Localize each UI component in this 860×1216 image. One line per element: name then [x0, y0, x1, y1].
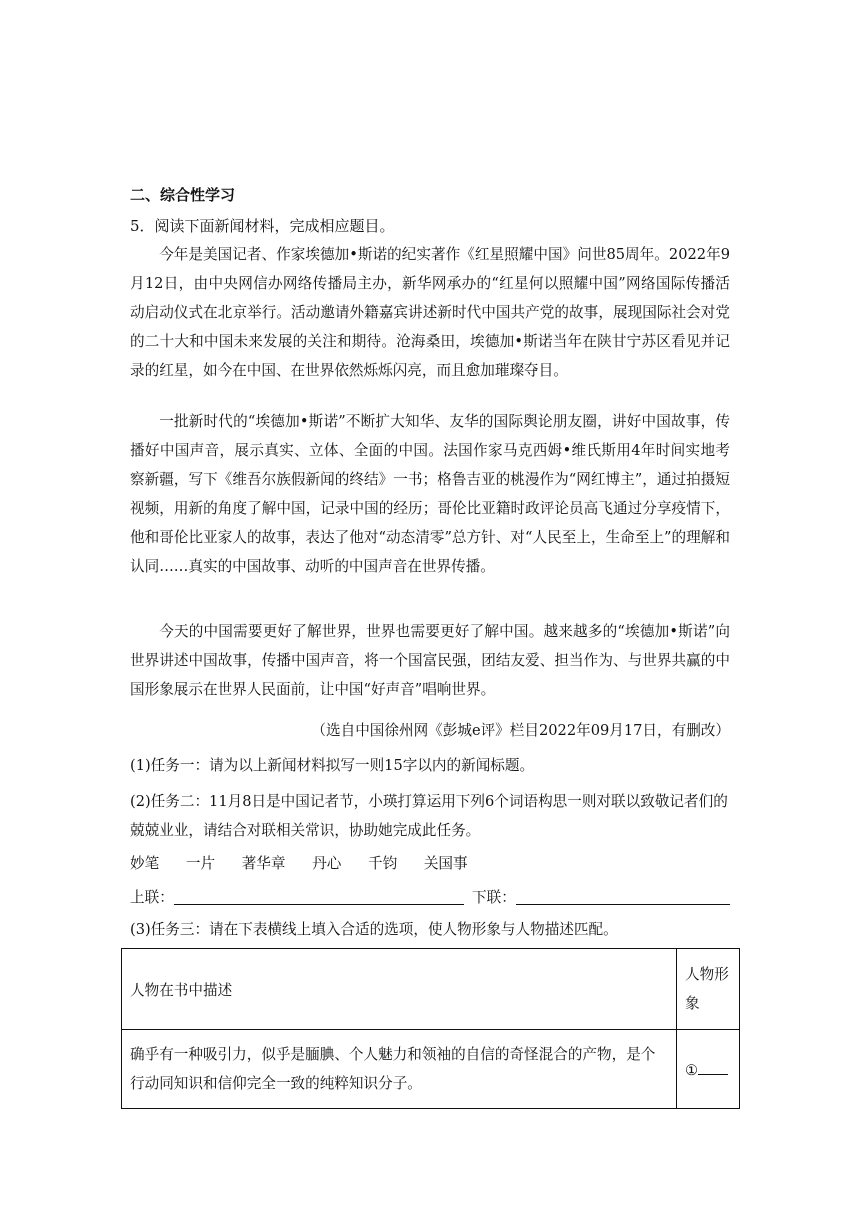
section-title: 二、综合性学习 [130, 186, 236, 204]
question-title: 5．阅读下面新闻材料，完成相应题目。 [130, 217, 395, 235]
table-header-role: 人物形象 [677, 949, 740, 1030]
table-row [122, 1030, 740, 1109]
task-one: (1)任务一：请为以上新闻材料拟写一则15字以内的新闻标题。 [130, 757, 535, 774]
table-header-description: 人物在书中描述 [122, 949, 677, 1030]
passage-paragraph-3: 今天的中国需要更好了解世界，世界也需要更好了解中国。越来越多的“埃德加•斯诺”向世界讲述中国故事，传播中国声音，将一个国富民强，团结友爱、担当作为、与世界共赢的中国形象展示在世界人民面前，让中国“好声音”唱响世界。 [130, 623, 730, 698]
word-item: 丹心 [312, 855, 342, 872]
character-description: 确乎有一种吸引力，似乎是腼腆、个人魅力和领袖的自信的奇怪混合的产物，是个行动同知识和信仰完全一致的纯粹知识分子。 [122, 1030, 677, 1109]
word-item: 一片 [185, 855, 216, 872]
lower-couplet-label: 下联： [472, 889, 516, 906]
upper-couplet-blank[interactable] [174, 904, 464, 905]
passage-source: （选自中国徐州网《彭城e评》栏目2022年09月17日，有删改） [311, 722, 730, 739]
word-item: 著华章 [241, 855, 286, 872]
passage-paragraph-2: 一批新时代的“埃德加•斯诺”不断扩大知华、友华的国际舆论朋友圈，讲好中国故事，传播好中国声音，展示真实、立体、全面的中国。法国作家马克西姆•维氏斯用4年时间实地考察新疆，写下《维吾尔族假新闻的终结》一书；格鲁吉亚的桃漫作为“网红博主”，通过拍摄短视频，用新的角度了解中国，记录中国的经历；哥伦比亚籍时政评论员高飞通过分享疫情下，他和哥伦比亚家人的故事，表达了他对“动态清零”总方针、对“人民至上，生命至上”的理解和认同……真实的中国故事、动听的中国声音在世界传播。 [130, 413, 730, 575]
character-match-table [121, 948, 740, 1109]
passage-paragraph-1: 今年是美国记者、作家埃德加•斯诺的纪实著作《红星照耀中国》问世85周年。2022年9月12日，由中央网信办网络传播局主办，新华网承办的“红星何以照耀中国”网络国际传播活动启动仪式在北京举行。活动邀请外籍嘉宾讲述新时代中国共产党的故事，展现国际社会对党的二十大和中国未来发展的关注和期待。沧海桑田，埃德加•斯诺当年在陕甘宁苏区看见并记录的红星，如今在中国、在世界依然烁烁闪亮，而且愈加璀璨夺目。 [130, 246, 730, 379]
answer-blank[interactable] [698, 1060, 728, 1075]
task-three: (3)任务三：请在下表横线上填入合适的选项，使人物形象与人物描述匹配。 [130, 921, 618, 938]
word-list [130, 852, 490, 873]
task-two: (2)任务二：11月8日是中国记者节，小瑛打算运用下列6个词语构思一则对联以致敬记者们的兢兢业业，请结合对联相关常识，协助她完成此任务。 [130, 793, 728, 839]
word-item: 关国事 [423, 855, 468, 872]
answer-marker: ① [685, 1061, 699, 1079]
upper-couplet-label: 上联： [130, 889, 174, 906]
word-item: 妙笔 [130, 855, 160, 872]
couplet-answer-row [130, 886, 740, 910]
answer-cell[interactable] [677, 1030, 740, 1109]
lower-couplet-blank[interactable] [516, 904, 730, 905]
word-item: 千钧 [367, 855, 398, 872]
